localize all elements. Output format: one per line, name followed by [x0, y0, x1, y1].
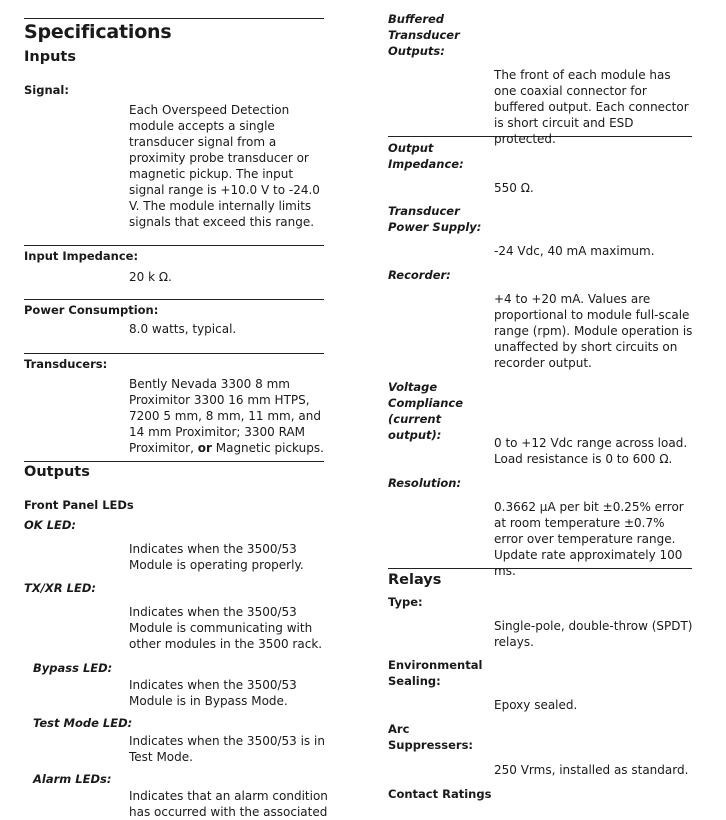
divider: [24, 299, 324, 300]
contact-ratings-label: Contact Ratings: [388, 787, 492, 801]
environmental-sealing-text: Epoxy sealed.: [494, 698, 578, 712]
power-consumption-text: 8.0 watts, typical.: [129, 322, 237, 336]
inputs-heading: Inputs: [24, 49, 76, 65]
relay-type-text: Single-pole, double-throw (SPDT) relays.: [494, 619, 693, 649]
voltage-compliance-label: Voltage Compliance (current output):: [388, 380, 464, 442]
transducers-label: Transducers:: [24, 357, 108, 371]
front-panel-leds-label: Front Panel LEDs: [24, 498, 134, 512]
outputs-heading: Outputs: [24, 464, 90, 480]
arc-suppressers-text: 250 Vrms, installed as standard.: [494, 763, 689, 777]
relays-heading: Relays: [388, 572, 442, 588]
output-impedance-label: Output Impedance:: [388, 141, 464, 171]
test-mode-led-text: Indicates when the 3500/53 is in Test Mode.: [129, 734, 325, 764]
recorder-text: +4 to +20 mA. Values are proportional to module full-scale range (rpm). Module operation is unaffected by short circuits on recorder output.: [494, 292, 693, 370]
alarm-leds-text: Indicates that an alarm condition has occurred with the associated: [129, 789, 328, 819]
bypass-led-label: Bypass LED:: [33, 661, 113, 675]
relay-type-label: Type:: [388, 595, 423, 609]
test-mode-led-label: Test Mode LED:: [33, 716, 133, 730]
alarm-leds-label: Alarm LEDs:: [33, 772, 112, 786]
divider: [24, 461, 324, 462]
divider: [24, 353, 324, 354]
buffered-outputs-text: The front of each module has one coaxial connector for buffered output. Each connector is short circuit and ESD protected.: [494, 68, 689, 146]
transducers-text-or: or: [197, 441, 212, 455]
transducer-power-supply-text: -24 Vdc, 40 mA maximum.: [494, 244, 655, 258]
resolution-text: 0.3662 µA per bit ±0.25% error at room temperature ±0.7% error over temperature range. Update rate approximately 100 ms.: [494, 500, 684, 578]
recorder-label: Recorder:: [388, 268, 451, 282]
resolution-label: Resolution:: [388, 476, 462, 490]
power-consumption-label: Power Consumption:: [24, 303, 159, 317]
txrx-led-text: Indicates when the 3500/53 Module is communicating with other modules in the 3500 rack.: [129, 605, 323, 651]
signal-label: Signal:: [24, 83, 69, 97]
ok-led-label: OK LED:: [24, 518, 77, 532]
transducers-text-a: Bently Nevada 3300 8 mm Proximitor 3300 16 mm HTPS, 7200 5 mm, 8 mm, 11 mm, and 14 mm Proximitor; 3300 RAM Proximitor,: [129, 377, 321, 455]
environmental-sealing-label: Environmental Sealing:: [388, 658, 483, 688]
signal-text: Each Overspeed Detection module accepts a single transducer signal from a proximity probe transducer or magnetic pickup. The input signal range is +10.0 V to -24.0 V. The module internally limits signals that exceed this range.: [129, 103, 320, 229]
txrx-led-label: TX/XR LED:: [24, 581, 96, 595]
transducer-power-supply-label: Transducer Power Supply:: [388, 204, 482, 234]
input-impedance-text: 20 k Ω.: [129, 270, 172, 284]
voltage-compliance-text: 0 to +12 Vdc range across load. Load resistance is 0 to 600 Ω.: [494, 436, 688, 466]
transducers-text: [129, 376, 329, 456]
ok-led-text: Indicates when the 3500/53 Module is operating properly.: [129, 542, 304, 572]
divider: [388, 568, 692, 569]
divider: [388, 136, 692, 137]
divider: [24, 18, 324, 19]
input-impedance-label: Input Impedance:: [24, 249, 139, 263]
page-title: Specifications: [24, 21, 172, 43]
output-impedance-text: 550 Ω.: [494, 181, 534, 195]
arc-suppressers-label: Arc Suppressers:: [388, 722, 474, 752]
transducers-text-b: Magnetic pickups.: [211, 441, 324, 455]
bypass-led-text: Indicates when the 3500/53 Module is in Bypass Mode.: [129, 678, 297, 708]
buffered-outputs-label: Buffered Transducer Outputs:: [388, 12, 460, 58]
divider: [24, 245, 324, 246]
